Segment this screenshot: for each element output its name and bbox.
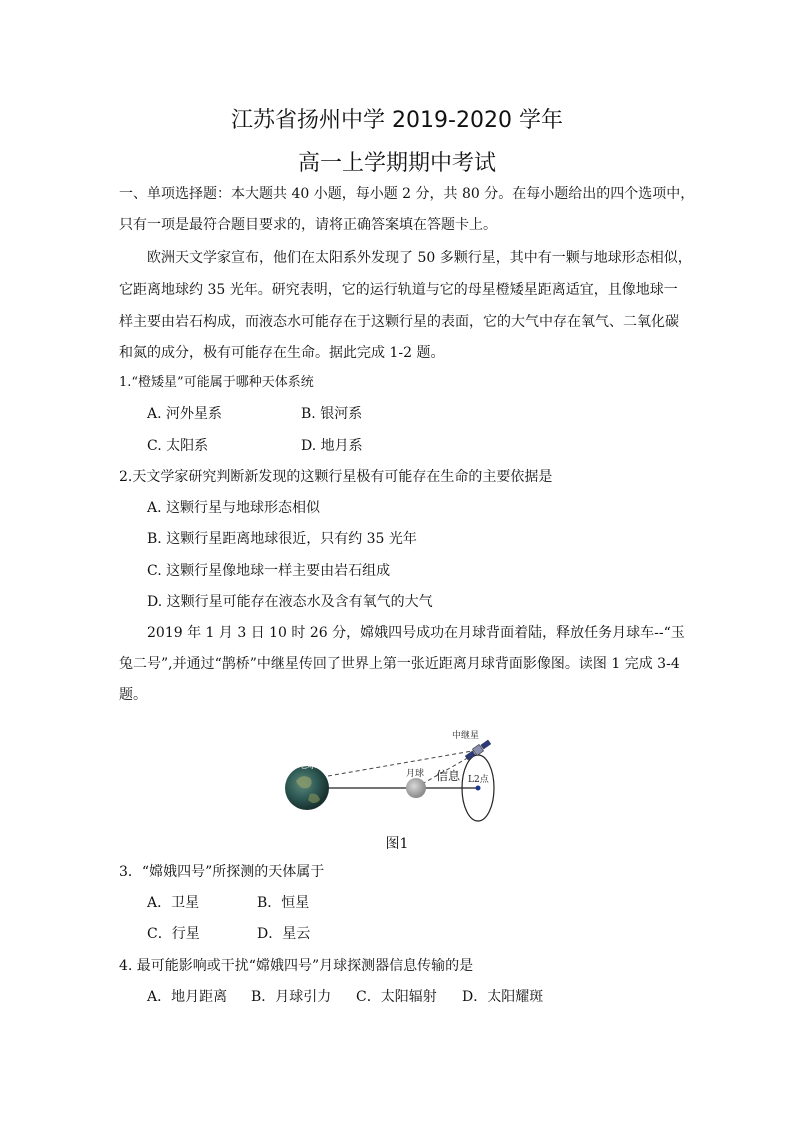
q4-option-c: C．太阳辐射	[356, 989, 437, 1005]
l2-point-marker	[476, 786, 481, 791]
q3-option-c: C．行星	[147, 926, 200, 942]
moon-icon	[406, 778, 426, 798]
q1-option-b: B. 银河系	[301, 406, 363, 422]
figure-caption: 图1	[385, 836, 409, 852]
exam-subtitle: 高一上学期期中考试	[297, 151, 496, 176]
q4-option-b: B．月球引力	[251, 989, 332, 1005]
section-instructions-line2: 只有一项是最符合题目要求的，请将正确答案填在答题卡上。	[119, 217, 497, 233]
label-moon: 月球	[406, 769, 425, 779]
q3-option-b: B．恒星	[257, 895, 310, 911]
relay-satellite-icon	[464, 739, 492, 762]
q4-option-a: A．地月距离	[147, 989, 228, 1005]
q2-stem: 2.天文学家研究判断新发现的这颗行星极有可能存在生命的主要依据是	[119, 469, 553, 485]
section-instructions-line1: 一、单项选择题：本大题共 40 小题，每小题 2 分，共 80 分。在每小题给出的四个选项中，	[119, 186, 695, 202]
passage1-line2: 它距离地球约 35 光年。研究表明，它的运行轨道与它的母星橙矮星距离适宜，且像地球一	[119, 282, 678, 298]
label-l2-point: L2点	[468, 775, 489, 785]
passage1-line3: 样主要由岩石构成，而液态水可能存在于这颗行星的表面，它的大气中存在氧气、二氧化碳	[119, 314, 679, 330]
q3-option-d: D．星云	[257, 926, 311, 942]
q1-stem: 1.“橙矮星”可能属于哪种天体系统	[119, 375, 314, 390]
passage2-line1: 2019 年 1 月 3 日 10 时 26 分，嫦娥四号成功在月球背面着陆，释放任务月球车--“玉	[147, 625, 685, 641]
q3-option-a: A．卫星	[147, 895, 200, 911]
q2-option-b: B. 这颗行星距离地球很近，只有约 35 光年	[147, 531, 417, 547]
passage2-line2: 兔二号”,并通过“鹊桥”中继星传回了世界上第一张近距离月球背面影像图。读图 1 完成 3-4	[119, 656, 680, 672]
q4-option-d: D．太阳耀斑	[462, 989, 544, 1005]
q4-stem: 4. 最可能影响或干扰“嫦娥四号”月球探测器信息传输的是	[119, 958, 474, 974]
exam-title: 江苏省扬州中学 2019-2020 学年	[231, 108, 563, 133]
q2-option-d: D. 这颗行星可能存在液态水及含有氧气的大气	[147, 594, 433, 610]
passage1-line4: 和氮的成分，极有可能存在生命。据此完成 1-2 题。	[119, 345, 445, 361]
q3-stem: 3．“嫦娥四号”所探测的天体属于	[119, 864, 325, 880]
q1-option-d: D. 地月系	[301, 438, 363, 454]
q1-option-c: C. 太阳系	[147, 438, 209, 454]
label-earth: 地球	[298, 761, 317, 771]
passage2-line3: 题。	[119, 687, 147, 703]
q1-option-a: A. 河外星系	[147, 406, 223, 422]
passage1-line1: 欧洲天文学家宣布，他们在太阳系外发现了 50 多颗行星，其中有一颗与地球形态相似，	[147, 250, 692, 266]
label-info: 信息	[436, 769, 461, 783]
earth-moon-relay-diagram	[282, 726, 510, 822]
label-relay-satellite: 中继星	[452, 731, 480, 741]
q2-option-a: A. 这颗行星与地球形态相似	[147, 500, 321, 516]
q2-option-c: C. 这颗行星像地球一样主要由岩石组成	[147, 563, 391, 579]
